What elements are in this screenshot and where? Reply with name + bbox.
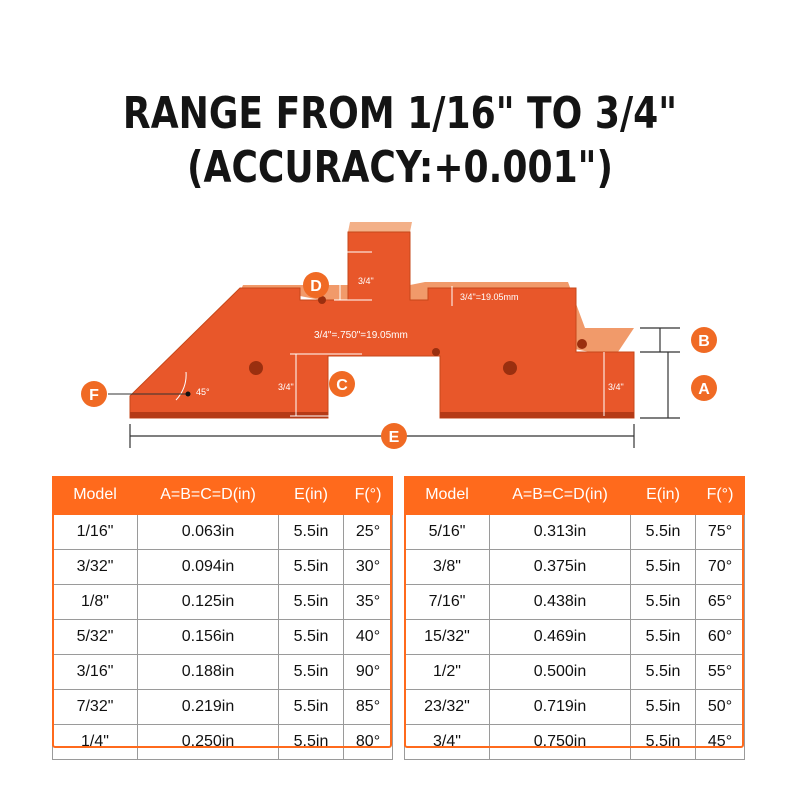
engraving-c-slot: 3/4" bbox=[278, 382, 294, 392]
engraving-angle: 45° bbox=[196, 387, 210, 397]
cell-e: 5.5in bbox=[631, 585, 696, 620]
cell-e: 5.5in bbox=[631, 655, 696, 690]
cell-e: 5.5in bbox=[279, 655, 344, 690]
header-f: F(°) bbox=[344, 477, 393, 515]
setup-bar-diagram bbox=[0, 200, 800, 460]
table-row bbox=[53, 620, 393, 655]
cell-model: 1/4" bbox=[53, 725, 138, 760]
headline-accuracy: (ACCURACY:+0.001") bbox=[187, 142, 613, 193]
cell-f: 25° bbox=[344, 514, 393, 550]
cell-abcd: 0.219in bbox=[138, 690, 279, 725]
cell-model: 3/32" bbox=[53, 550, 138, 585]
size-table-left bbox=[52, 476, 393, 760]
table-row bbox=[405, 690, 745, 725]
mounting-hole-left bbox=[249, 361, 263, 375]
cell-f: 50° bbox=[696, 690, 745, 725]
cell-model: 1/2" bbox=[405, 655, 490, 690]
label-b bbox=[691, 327, 717, 353]
cell-model: 15/32" bbox=[405, 620, 490, 655]
cell-e: 5.5in bbox=[279, 514, 344, 550]
cell-e: 5.5in bbox=[279, 585, 344, 620]
table-row bbox=[53, 585, 393, 620]
cell-f: 90° bbox=[344, 655, 393, 690]
cell-abcd: 0.750in bbox=[490, 725, 631, 760]
header-model: Model bbox=[53, 477, 138, 515]
cell-abcd: 0.250in bbox=[138, 725, 279, 760]
svg-text:E: E bbox=[388, 429, 400, 446]
cell-e: 5.5in bbox=[279, 550, 344, 585]
cell-f: 65° bbox=[696, 585, 745, 620]
cell-abcd: 0.500in bbox=[490, 655, 631, 690]
engraving-d-slot: 3/4" bbox=[358, 276, 374, 286]
cell-f: 55° bbox=[696, 655, 745, 690]
svg-text:F: F bbox=[89, 387, 99, 404]
headline-range: RANGE FROM 1/16" TO 3/4" bbox=[122, 88, 678, 139]
cell-model: 7/32" bbox=[53, 690, 138, 725]
svg-text:A: A bbox=[698, 381, 710, 398]
cell-f: 70° bbox=[696, 550, 745, 585]
cell-abcd: 0.188in bbox=[138, 655, 279, 690]
engraving-upper: 3/4"=19.05mm bbox=[460, 292, 519, 302]
table-row bbox=[53, 725, 393, 760]
table-header-row bbox=[53, 477, 393, 515]
cell-f: 80° bbox=[344, 725, 393, 760]
header-e: E(in) bbox=[279, 477, 344, 515]
cell-e: 5.5in bbox=[631, 550, 696, 585]
table-row bbox=[53, 514, 393, 550]
table-row bbox=[405, 655, 745, 690]
cell-f: 60° bbox=[696, 620, 745, 655]
cell-model: 7/16" bbox=[405, 585, 490, 620]
svg-text:B: B bbox=[698, 333, 710, 350]
table-row bbox=[405, 514, 745, 550]
table-row bbox=[405, 725, 745, 760]
cell-f: 75° bbox=[696, 514, 745, 550]
cell-e: 5.5in bbox=[279, 620, 344, 655]
cell-e: 5.5in bbox=[279, 725, 344, 760]
slot-relief bbox=[432, 348, 440, 356]
cell-f: 35° bbox=[344, 585, 393, 620]
cell-model: 5/16" bbox=[405, 514, 490, 550]
label-a bbox=[691, 375, 717, 401]
cell-abcd: 0.313in bbox=[490, 514, 631, 550]
cell-model: 23/32" bbox=[405, 690, 490, 725]
cell-abcd: 0.063in bbox=[138, 514, 279, 550]
label-c bbox=[329, 371, 355, 397]
engraving-middle: 3/4"=.750"=19.05mm bbox=[314, 330, 408, 341]
cell-e: 5.5in bbox=[279, 690, 344, 725]
header-abcd: A=B=C=D(in) bbox=[138, 477, 279, 515]
label-e bbox=[381, 423, 407, 449]
cell-e: 5.5in bbox=[631, 514, 696, 550]
cell-model: 3/16" bbox=[53, 655, 138, 690]
cell-model: 5/32" bbox=[53, 620, 138, 655]
gauge-bottom-edge bbox=[130, 412, 328, 418]
cell-model: 3/8" bbox=[405, 550, 490, 585]
cell-abcd: 0.438in bbox=[490, 585, 631, 620]
table-row bbox=[405, 585, 745, 620]
cell-e: 5.5in bbox=[631, 620, 696, 655]
gauge-tab-top bbox=[348, 222, 412, 232]
table-row bbox=[405, 550, 745, 585]
cell-f: 85° bbox=[344, 690, 393, 725]
cell-e: 5.5in bbox=[631, 725, 696, 760]
table-row bbox=[53, 550, 393, 585]
cell-model: 3/4" bbox=[405, 725, 490, 760]
cell-abcd: 0.156in bbox=[138, 620, 279, 655]
gauge-bottom-edge-right bbox=[440, 412, 634, 418]
header-e: E(in) bbox=[631, 477, 696, 515]
label-d bbox=[303, 272, 329, 298]
cell-abcd: 0.375in bbox=[490, 550, 631, 585]
cell-f: 45° bbox=[696, 725, 745, 760]
cell-f: 30° bbox=[344, 550, 393, 585]
size-table-right bbox=[404, 476, 745, 760]
slot-relief bbox=[577, 339, 587, 349]
table-row bbox=[405, 620, 745, 655]
cell-abcd: 0.469in bbox=[490, 620, 631, 655]
table-header-row bbox=[405, 477, 745, 515]
header-abcd: A=B=C=D(in) bbox=[490, 477, 631, 515]
cell-abcd: 0.719in bbox=[490, 690, 631, 725]
table-row bbox=[53, 655, 393, 690]
svg-text:C: C bbox=[336, 377, 348, 394]
cell-abcd: 0.094in bbox=[138, 550, 279, 585]
label-f bbox=[81, 381, 107, 407]
cell-f: 40° bbox=[344, 620, 393, 655]
svg-text:D: D bbox=[310, 278, 322, 295]
header-f: F(°) bbox=[696, 477, 745, 515]
mounting-hole-right bbox=[503, 361, 517, 375]
engraving-a-side: 3/4" bbox=[608, 382, 624, 392]
table-row bbox=[53, 690, 393, 725]
cell-e: 5.5in bbox=[631, 690, 696, 725]
cell-model: 1/8" bbox=[53, 585, 138, 620]
cell-abcd: 0.125in bbox=[138, 585, 279, 620]
header-model: Model bbox=[405, 477, 490, 515]
cell-model: 1/16" bbox=[53, 514, 138, 550]
